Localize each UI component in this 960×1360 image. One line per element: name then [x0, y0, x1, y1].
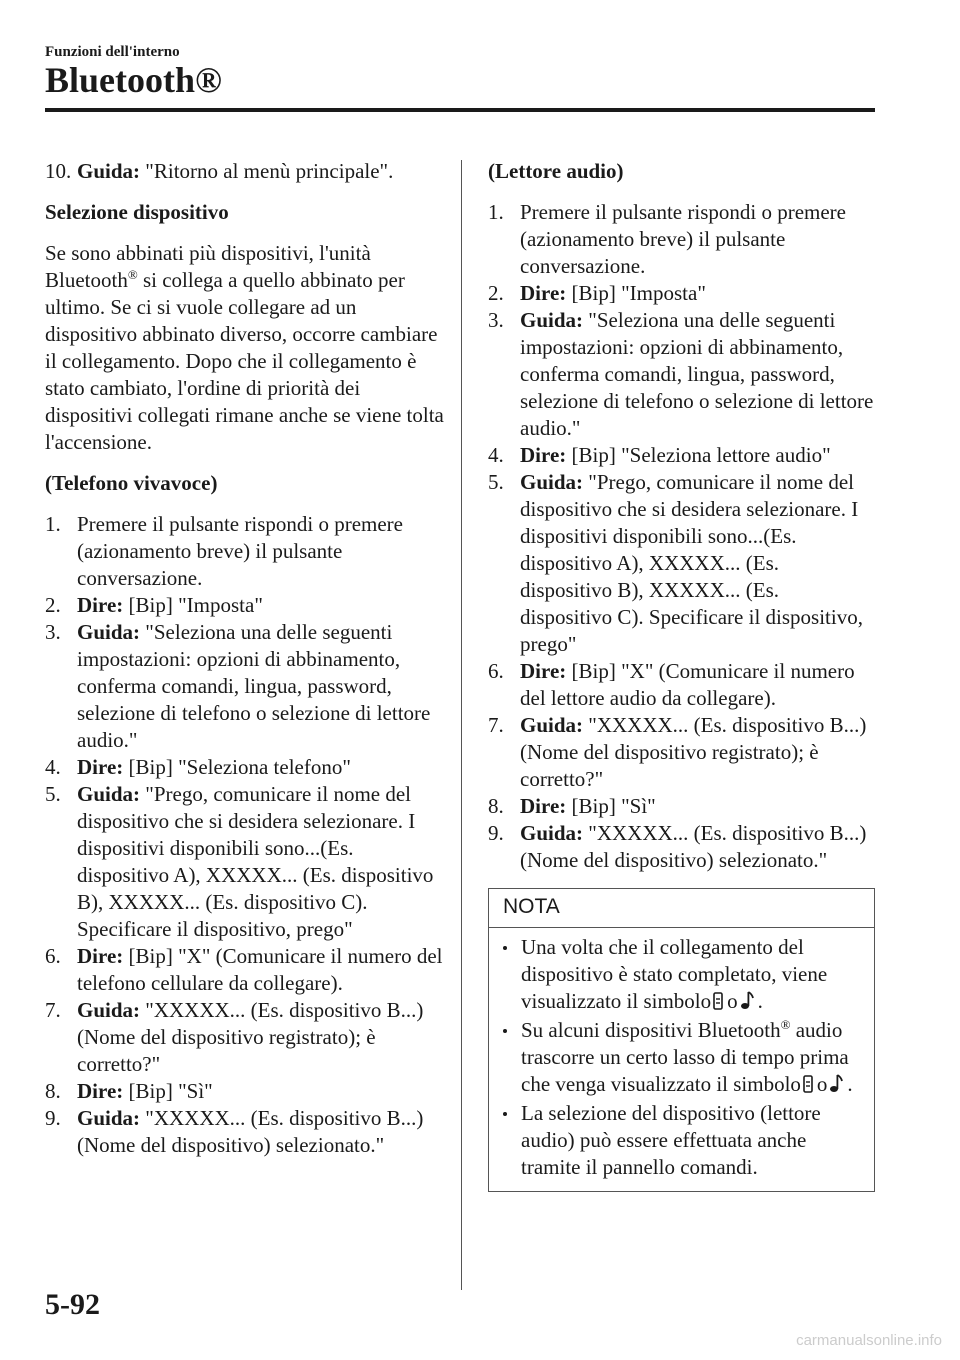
- step-text: [Bip] "X" (Comunicare il numero del telefono cellulare da collegare).: [77, 944, 443, 995]
- list-item: [488, 280, 875, 307]
- phone-connected-icon: [803, 1073, 813, 1100]
- step-text: Premere il pulsante rispondi o premere (azionamento breve) il pulsante conversazione.: [77, 512, 403, 590]
- list-item: [45, 511, 445, 592]
- step-text: "XXXXX... (Es. dispositivo B...) (Nome del dispositivo registrato); è corretto?": [520, 713, 867, 791]
- page-number: 5-92: [45, 1288, 100, 1321]
- step-number: 8.: [488, 794, 504, 818]
- step-keyword: Dire:: [520, 443, 567, 467]
- step-text: Premere il pulsante rispondi o premere (azionamento breve) il pulsante conversazione.: [520, 200, 846, 278]
- intro-paragraph: [45, 240, 445, 456]
- page-title-text: Bluetooth: [45, 60, 196, 100]
- list-item: [45, 943, 445, 997]
- step-text: [Bip] "Imposta": [123, 593, 263, 617]
- step-text: "Prego, comunicare il nome del dispositivo che si desidera selezionare. I dispositivi disponibili sono...(Es. dispositivo A), XXXXX... (Es. dispositivo B), XXXXX... (Es. dispositivo C). Specificare il dispositivo, prego": [520, 470, 863, 656]
- step-text: "XXXXX... (Es. dispositivo B...) (Nome del dispositivo) selezionato.": [520, 821, 867, 872]
- right-column: [488, 158, 875, 1192]
- column-divider: [461, 160, 462, 1290]
- list-item: [503, 934, 860, 1017]
- step-text: [Bip] "Seleziona telefono": [123, 755, 351, 779]
- step-keyword: Dire:: [520, 659, 567, 683]
- step-number: 7.: [488, 713, 504, 737]
- registered-mark: ®: [780, 1017, 791, 1032]
- list-item: [488, 469, 875, 658]
- step-10-list: [45, 158, 445, 185]
- audio-steps-list: [488, 199, 875, 874]
- section-label: Funzioni dell'interno: [45, 44, 180, 60]
- step-number: 3.: [488, 308, 504, 332]
- note-box: [488, 888, 875, 1192]
- step-keyword: Dire:: [77, 593, 124, 617]
- note-body: [489, 928, 874, 1191]
- step-number: 3.: [45, 620, 61, 644]
- step-number: 8.: [45, 1079, 61, 1103]
- list-item: [488, 820, 875, 874]
- step-text: "Prego, comunicare il nome del dispositivo che si desidera selezionare. I dispositivi disponibili sono...(Es. dispositivo A), XXXXX... (Es. dispositivo B), XXXXX... (Es. dispositivo C). Specificare il dispositivo, prego": [77, 782, 434, 941]
- step-keyword: Guida:: [520, 821, 584, 845]
- list-item: [488, 199, 875, 280]
- step-text: "Ritorno al menù principale".: [140, 159, 394, 183]
- step-keyword: Guida:: [520, 308, 584, 332]
- step-keyword: Guida:: [77, 1106, 141, 1130]
- step-keyword: Guida:: [77, 159, 141, 183]
- list-item: [488, 658, 875, 712]
- step-number: 2.: [45, 593, 61, 617]
- step-number: 7.: [45, 998, 61, 1022]
- list-item: [45, 754, 445, 781]
- registered-mark: ®: [195, 60, 222, 100]
- note-text: La selezione del dispositivo (lettore audio) può essere effettuata anche tramite il pannello comandi.: [521, 1101, 821, 1179]
- step-text: [Bip] "Imposta": [566, 281, 706, 305]
- list-item: [488, 442, 875, 469]
- list-item: [488, 712, 875, 793]
- note-title: NOTA: [489, 889, 874, 928]
- step-text: "XXXXX... (Es. dispositivo B...) (Nome del dispositivo) selezionato.": [77, 1106, 424, 1157]
- page-title: [45, 56, 222, 104]
- left-column: [45, 158, 445, 1173]
- intro-text-a: Se sono abbinati più dispositivi, l'unità Bluetooth: [45, 241, 371, 292]
- step-keyword: Guida:: [77, 998, 141, 1022]
- step-text: "Seleziona una delle seguenti impostazioni: opzioni di abbinamento, conferma comandi, lingua, password, selezione di telefono o selezione di lettore audio.": [77, 620, 431, 752]
- step-keyword: Dire:: [520, 281, 567, 305]
- step-text: [Bip] "Sì": [123, 1079, 213, 1103]
- bullet-dot: [503, 1112, 507, 1116]
- step-number: 9.: [45, 1106, 61, 1130]
- phone-connected-icon: [713, 990, 723, 1017]
- step-keyword: Guida:: [77, 620, 141, 644]
- list-item: [503, 1100, 860, 1181]
- note-text: o: [816, 1072, 828, 1096]
- list-item: [45, 997, 445, 1078]
- list-item: [45, 1078, 445, 1105]
- step-keyword: Dire:: [520, 794, 567, 818]
- watermark: carmanualsonline.info: [796, 1332, 942, 1349]
- step-number: 6.: [45, 944, 61, 968]
- note-list: [503, 934, 860, 1181]
- list-item: [488, 307, 875, 442]
- title-rule: [45, 108, 875, 112]
- heading-handsfree: (Telefono vivavoce): [45, 471, 218, 495]
- step-text: "Seleziona una delle seguenti impostazioni: opzioni di abbinamento, conferma comandi, lingua, password, selezione di telefono o selezione di lettore audio.": [520, 308, 874, 440]
- note-text: Su alcuni dispositivi Bluetooth: [521, 1018, 781, 1042]
- audio-note-icon: [740, 990, 754, 1017]
- step-text: [Bip] "Sì": [566, 794, 656, 818]
- note-text: audio trascorre un certo lasso di tempo prima che venga visualizzato il simbolo: [521, 1018, 849, 1096]
- heading-audio-player: (Lettore audio): [488, 159, 624, 183]
- step-keyword: Guida:: [77, 782, 141, 806]
- step-number: 6.: [488, 659, 504, 683]
- list-item: [45, 592, 445, 619]
- list-item: [45, 158, 445, 185]
- step-keyword: Dire:: [77, 755, 124, 779]
- phone-steps-list: [45, 511, 445, 1159]
- step-keyword: Dire:: [77, 1079, 124, 1103]
- note-text: o: [727, 989, 738, 1013]
- intro-text-b: si collega a quello abbinato per ultimo. Se ci si vuole collegare ad un dispositivo abbinato diverso, occorre cambiare il collegamento. Dopo che il collegamento è stato cambiato, l'ordine di priorità dei dispositivi collegati rimane anche se viene tolta l'accensione.: [45, 268, 444, 454]
- note-text: Una volta che il collegamento del dispositivo è stato completato, viene visualizzato il simbolo: [521, 935, 828, 1013]
- list-item: [503, 1017, 860, 1100]
- registered-mark: ®: [127, 267, 138, 282]
- list-item: [45, 619, 445, 754]
- step-number: 4.: [45, 755, 61, 779]
- note-text: .: [847, 1072, 853, 1096]
- audio-note-icon: [829, 1073, 843, 1100]
- bullet-dot: [503, 946, 507, 950]
- step-number: 10.: [45, 159, 72, 183]
- step-number: 5.: [45, 782, 61, 806]
- step-number: 1.: [45, 512, 61, 536]
- step-keyword: Guida:: [520, 713, 584, 737]
- step-text: [Bip] "Seleziona lettore audio": [566, 443, 831, 467]
- step-number: 4.: [488, 443, 504, 467]
- heading-device-selection: Selezione dispositivo: [45, 200, 229, 224]
- step-text: "XXXXX... (Es. dispositivo B...) (Nome del dispositivo registrato); è corretto?": [77, 998, 424, 1076]
- note-text: .: [757, 989, 763, 1013]
- step-number: 5.: [488, 470, 504, 494]
- step-number: 9.: [488, 821, 504, 845]
- list-item: [45, 781, 445, 943]
- step-number: 2.: [488, 281, 504, 305]
- step-text: [Bip] "X" (Comunicare il numero del lettore audio da collegare).: [520, 659, 855, 710]
- step-keyword: Guida:: [520, 470, 584, 494]
- bullet-dot: [503, 1029, 507, 1033]
- list-item: [45, 1105, 445, 1159]
- step-number: 1.: [488, 200, 504, 224]
- step-keyword: Dire:: [77, 944, 124, 968]
- list-item: [488, 793, 875, 820]
